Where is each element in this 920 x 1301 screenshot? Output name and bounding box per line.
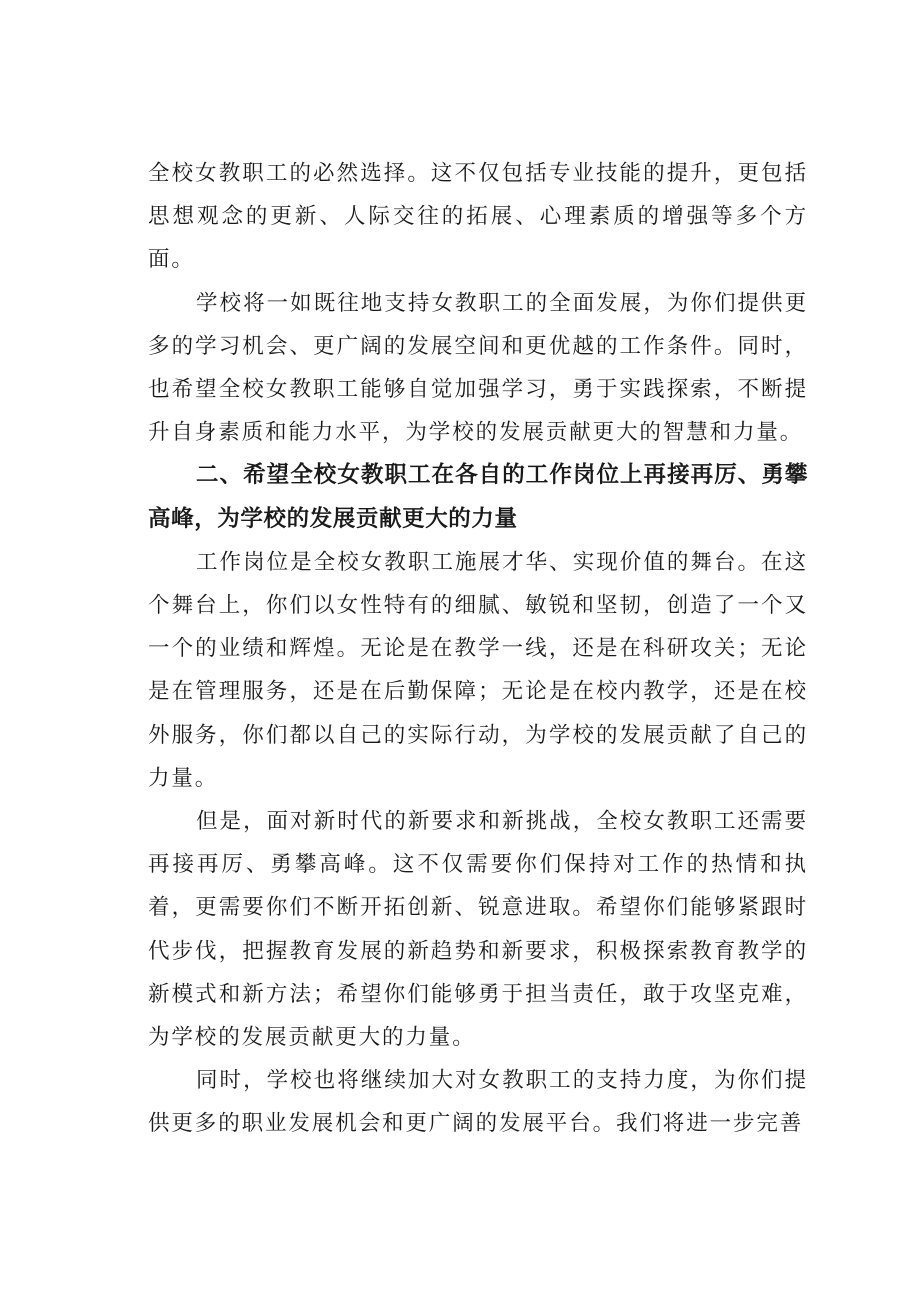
- paragraph-school-commitment: 同时，学校也将继续加大对女教职工的支持力度，为你们提供更多的职业发展机会和更广阔的发展平台。我们将进一步完善: [148, 1068, 808, 1137]
- paragraph-school-support: 学校将一如既往地支持女教职工的全面发展，为你们提供更多的学习机会、更广阔的发展空间和更优越的工作条件。同时，也希望全校女教职工能够自觉加强学习，勇于实践探索，不断提升自身素质和能力水平，为学校的发展贡献更大的智慧和力量。: [148, 290, 808, 446]
- paragraph-new-challenges: 但是，面对新时代的新要求和新挑战，全校女教职工还需要再接再厉、勇攀高峰。这不仅需要你们保持对工作的热情和执着，更需要你们不断开拓创新、锐意进取。希望你们能够紧跟时代步伐，把握教育发展的新趋势和新要求，积极探索教育教学的新模式和新方法；希望你们能够勇于担当责任，敢于攻坚克难，为学校的发展贡献更大的力量。: [148, 809, 808, 1051]
- section-heading-two: 二、希望全校女教职工在各自的工作岗位上再接再厉、勇攀高峰，为学校的发展贡献更大的力量: [148, 462, 808, 532]
- paragraph-continuation: 全校女教职工的必然选择。这不仅包括专业技能的提升，更包括思想观念的更新、人际交往的拓展、心理素质的增强等多个方面。: [148, 161, 808, 273]
- document-page: [148, 152, 808, 1146]
- paragraph-work-post: 工作岗位是全校女教职工施展才华、实现价值的舞台。在这个舞台上，你们以女性特有的细腻、敏锐和坚韧，创造了一个又一个的业绩和辉煌。无论是在教学一线，还是在科研攻关；无论是在管理服务，还是在后勤保障；无论是在校内教学，还是在校外服务，你们都以自己的实际行动，为学校的发展贡献了自己的力量。: [148, 549, 808, 791]
